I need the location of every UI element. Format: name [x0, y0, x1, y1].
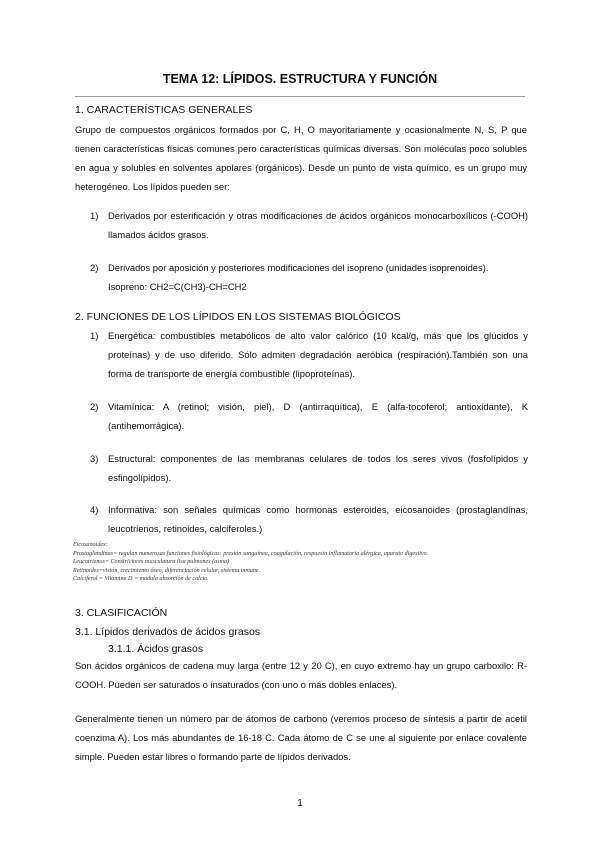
section3-heading: 3. CLASIFICACIÓN: [75, 607, 168, 619]
item-number: 2): [90, 262, 99, 273]
fatty-acids-paragraph-2: Generalmente tienen un número par de átomos de carbono (veremos proceso de síntesis a partir de acetil coenzima A). Los más abundantes de 16-18 C. Cada átomo de C se une al siguiente por enlace covalente simple. Pueden estar libres o formando parte de lípidos derivados.: [75, 713, 527, 762]
note-line: Calciferol = Vitamina D = modula absorción de calcio.: [73, 576, 209, 583]
item-text: Estructural: componentes de las membranas celulares de todos los seres vivos (fosfolípidos y esfingolípidos).: [108, 453, 528, 483]
page-title: TEMA 12: LÍPIDOS. ESTRUCTURA Y FUNCIÓN: [162, 72, 438, 86]
item-number: 1): [90, 210, 99, 221]
subsection-3-1-1-heading: 3.1.1. Ácidos grasos: [108, 643, 204, 655]
section1-item-1: [90, 206, 528, 244]
item-text: Informativa: son señales químicas como hormonas esteroides, eicosanoides (prostaglandinas, leucotrienos, retinoides, calciferoles.): [108, 504, 528, 534]
note-line: Leucotrienos= Constrictores musculatura lisa pulmones (asma): [73, 559, 230, 566]
item-number: 2): [90, 401, 99, 412]
item-text: Vitamínica: A (retinol; visión, piel), D (antirraquítica), E (alfa-tocoferol; antioxidante), K (antihemorrágica).: [108, 401, 528, 431]
item-text: Derivados por aposición y posteriores modificaciones del isopreno (unidades isoprenoides).: [108, 262, 489, 273]
item-number: 1): [90, 330, 99, 341]
item-number: 3): [90, 453, 99, 464]
isoprene-formula: Isopreno: CH2=C(CH3)-CH=CH2: [108, 281, 247, 292]
eicosanoid-notes: [73, 541, 533, 584]
section2-heading: 2. FUNCIONES DE LOS LÍPIDOS EN LOS SISTEMAS BIOLÓGICOS: [75, 311, 401, 323]
section2-item-2: [90, 397, 528, 435]
note-line: Eicosanoides:: [73, 542, 108, 548]
item-number: 4): [90, 504, 99, 515]
fatty-acids-paragraph-1: Son ácidos orgánicos de cadena muy larga (entre 12 y 20 C), en cuyo extremo hay un grupo carboxilo: R-COOH. Pueden ser saturados o insaturados (con uno o más dobles enlaces).: [75, 660, 527, 690]
note-line: Prostaglandinas= regulan numerosas funciones fisiológicas: presión sanguínea, coagulación, respuesta inflamatoria alérgica, aparato digestivo.: [73, 550, 429, 557]
section2-item-3: [90, 449, 528, 487]
title-divider: [75, 96, 525, 97]
page-number: 1: [297, 798, 303, 809]
item-text: Derivados por esterificación y otras modificaciones de ácidos orgánicos monocarboxílicos (-COOH) llamados ácidos grasos.: [108, 210, 528, 240]
subsection-3-1-heading: 3.1. Lípidos derivados de ácidos grasos: [75, 626, 261, 638]
section1-heading: 1. CARACTERÍSTICAS GENERALES: [75, 104, 253, 116]
section1-intro: Grupo de compuestos orgánicos formados por C, H, O mayoritariamente y ocasionalmente N, S, P que tienen características físicas comunes pero características químicas diversas. Son moléculas poco solubles en agua y solubles en solventes apolares (orgánicos). Desde un punto de vista químico, es un grupo muy heterogéneo. Los lípidos pueden ser:: [75, 124, 527, 192]
section2-item-4: [90, 500, 528, 538]
section2-item-1: [90, 326, 528, 383]
item-text: Energética: combustibles metabólicos de alto valor calórico (10 kcal/g, más que los glúcidos y proteínas) y de uso diferido. Sólo admiten degradación aeróbica (respiración).También son una forma de transporte de energía combustible (lipoproteínas).: [108, 330, 528, 379]
note-line: Retinoides=visión, crecimiento óseo, diferenciación celular, sistema inmune.: [73, 567, 261, 574]
section1-item-2: [90, 258, 528, 296]
